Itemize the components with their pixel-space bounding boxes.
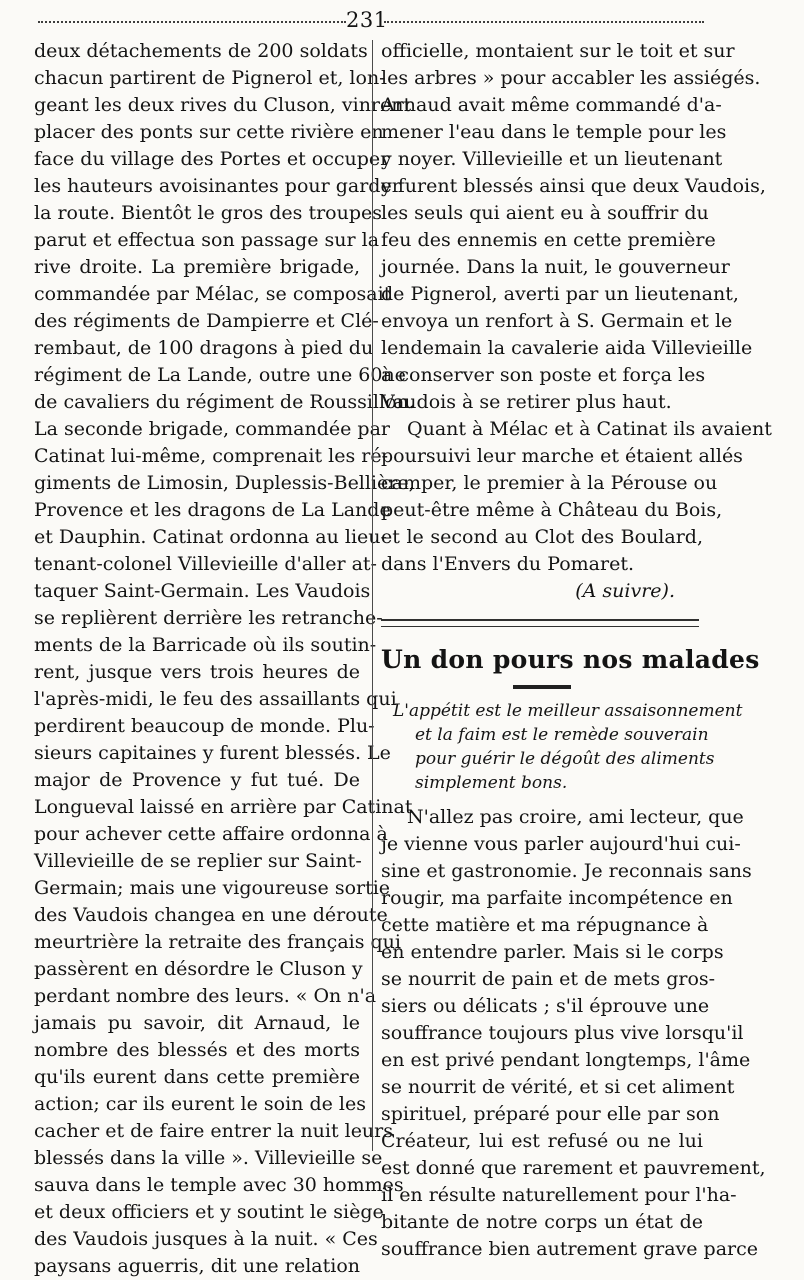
text-line: deux détachements de 200 soldats	[34, 40, 368, 62]
to-be-continued-note: (A suivre).	[575, 580, 675, 602]
text-line: peut-être même à Château du Bois,	[381, 499, 723, 521]
column-divider	[372, 40, 373, 1151]
text-line: rougir, ma parfaite incompétence en	[381, 887, 733, 909]
right-column	[381, 38, 772, 1263]
text-line: face du village des Portes et occuper	[34, 148, 390, 170]
text-line: des Vaudois changea en une déroute	[34, 904, 388, 926]
text-line: poursuivi leur marche et étaient allés	[381, 445, 743, 467]
text-line: et le second au Clot des Boulard,	[381, 526, 703, 548]
text-line: cacher et de faire entrer la nuit leurs	[34, 1120, 394, 1142]
text-line: officielle, montaient sur le toit et sur	[381, 40, 735, 62]
text-line: spirituel, préparé pour elle par son	[381, 1103, 720, 1125]
text-line: y furent blessés ainsi que deux Vaudois,	[381, 175, 766, 197]
text-line: sine et gastronomie. Je reconnais sans	[381, 860, 752, 882]
text-line: se nourrit de vérité, et si cet aliment	[381, 1076, 735, 1098]
text-line: giments de Limosin, Duplessis-Bellière,	[34, 472, 415, 494]
text-line: Catinat lui-même, comprenait les ré-	[34, 445, 388, 467]
text-line: sauva dans le temple avec 30 hommes	[34, 1174, 404, 1196]
text-line: est donné que rarement et pauvrement,	[381, 1157, 766, 1179]
text-line: les seuls qui aient eu à souffrir du	[381, 202, 709, 224]
text-line: bitante de notre corps un état de	[381, 1211, 703, 1233]
text-line: en est privé pendant longtemps, l'âme	[381, 1049, 751, 1071]
text-line: rive droite. La première brigade,	[34, 256, 360, 278]
text-line: Longueval laissé en arrière par Catinat	[34, 796, 413, 818]
text-line: la route. Bientôt le gros des troupes	[34, 202, 383, 224]
epigraph-line: simplement bons.	[415, 773, 568, 793]
text-line: jamais pu savoir, dit Arnaud, le	[34, 1012, 360, 1034]
text-line: Germain; mais une vigoureuse sortie	[34, 877, 391, 899]
text-line: sieurs capitaines y furent blessés. Le	[34, 742, 391, 764]
text-line: l'après-midi, le feu des assaillants qui	[34, 688, 397, 710]
text-line: les arbres » pour accabler les assiégés.	[381, 67, 761, 89]
text-line: parut et effectua son passage sur la	[34, 229, 380, 251]
text-line: de Pignerol, averti par un lieutenant,	[381, 283, 739, 305]
double-rule	[381, 619, 699, 627]
text-line: il en résulte naturellement pour l'ha-	[381, 1184, 737, 1206]
text-line: ments de la Barricade où ils soutin-	[34, 634, 377, 656]
text-line: geant les deux rives du Cluson, vinrent	[34, 94, 412, 116]
text-line: journée. Dans la nuit, le gouverneur	[381, 256, 730, 278]
text-line: taquer Saint-Germain. Les Vaudois	[34, 580, 371, 602]
text-line: camper, le premier à la Pérouse ou	[381, 472, 718, 494]
text-line: des Vaudois jusques à la nuit. « Ces	[34, 1228, 378, 1250]
text-line: Arnaud avait même commandé d'a-	[381, 94, 722, 116]
epigraph-line: et la faim est le remède souverain	[415, 725, 709, 745]
text-line: action; car ils eurent le soin de les	[34, 1093, 366, 1115]
text-line: à conserver son poste et força les	[381, 364, 706, 386]
text-line: qu'ils eurent dans cette première	[34, 1066, 360, 1088]
text-line: Vaudois à se retirer plus haut.	[381, 391, 672, 413]
text-line: perdant nombre des leurs. « On n'a	[34, 985, 377, 1007]
text-line: mener l'eau dans le temple pour les	[381, 121, 727, 143]
text-line: La seconde brigade, commandée par	[34, 418, 390, 440]
text-line: paysans aguerris, dit une relation	[34, 1255, 360, 1277]
text-line: Villevieille de se replier sur Saint-	[34, 850, 362, 872]
spacer	[381, 795, 703, 804]
text-line: je vienne vous parler aujourd'hui cui-	[381, 833, 741, 855]
epigraph-line: pour guérir le dégoût des aliments	[415, 749, 715, 769]
text-line: des régiments de Dampierre et Clé-	[34, 310, 379, 332]
text-line: envoya un renfort à S. Germain et le	[381, 310, 733, 332]
text-line: rembaut, de 100 dragons à pied du	[34, 337, 374, 359]
text-line: pour achever cette affaire ordonna à	[34, 823, 388, 845]
text-line: lendemain la cavalerie aida Villevieille	[381, 337, 753, 359]
text-line: et deux officiers et y soutint le siège	[34, 1201, 384, 1223]
ornament-bar	[513, 685, 571, 689]
text-line: les hauteurs avoisinantes pour garder	[34, 175, 401, 197]
page-number: 231	[346, 8, 388, 32]
left-column	[34, 38, 415, 1280]
header-rule-left	[38, 21, 346, 23]
text-line: perdirent beaucoup de monde. Plu-	[34, 715, 375, 737]
text-line: dans l'Envers du Pomaret.	[381, 553, 635, 575]
text-line: cette matière et ma répugnance à	[381, 914, 709, 936]
title-ornament	[381, 681, 703, 699]
text-line: meurtrière la retraite des français qui	[34, 931, 401, 953]
text-line: N'allez pas croire, ami lecteur, que	[407, 806, 744, 828]
epigraph	[393, 699, 743, 795]
text-line: de cavaliers du régiment de Roussillon.	[34, 391, 415, 413]
text-line: tenant-colonel Villevieille d'aller at-	[34, 553, 377, 575]
header-rule-right	[384, 21, 704, 23]
text-line: placer des ponts sur cette rivière en	[34, 121, 384, 143]
text-line: feu des ennemis en cette première	[381, 229, 716, 251]
text-line: régiment de La Lande, outre une 60ne	[34, 364, 406, 386]
text-line: Quant à Mélac et à Catinat ils avaient	[407, 418, 772, 440]
text-line: commandée par Mélac, se composait	[34, 283, 392, 305]
text-line: en entendre parler. Mais si le corps	[381, 941, 724, 963]
section-separator	[381, 605, 703, 639]
text-line: siers ou délicats ; s'il éprouve une	[381, 995, 710, 1017]
text-line: Provence et les dragons de La Lande	[34, 499, 391, 521]
text-line: chacun partirent de Pignerol et, lon-	[34, 67, 386, 89]
text-line: y noyer. Villevieille et un lieutenant	[381, 148, 723, 170]
text-line: Créateur, lui est refusé ou ne lui	[381, 1130, 703, 1152]
text-line: souffrance bien autrement grave parce	[381, 1238, 759, 1260]
text-line: se replièrent derrière les retranche-	[34, 607, 383, 629]
epigraph-line: L'appétit est le meilleur assaisonnement	[393, 701, 743, 721]
article-title: Un don pours nos malades	[381, 645, 760, 674]
text-line: blessés dans la ville ». Villevieille se	[34, 1147, 383, 1169]
text-line: major de Provence y fut tué. De	[34, 769, 360, 791]
text-line: se nourrit de pain et de mets gros-	[381, 968, 716, 990]
text-line: passèrent en désordre le Cluson y	[34, 958, 363, 980]
text-line: et Dauphin. Catinat ordonna au lieu-	[34, 526, 387, 548]
text-line: rent, jusque vers trois heures de	[34, 661, 360, 683]
text-line: nombre des blessés et des morts	[34, 1039, 360, 1061]
text-line: souffrance toujours plus vive lorsqu'il	[381, 1022, 744, 1044]
